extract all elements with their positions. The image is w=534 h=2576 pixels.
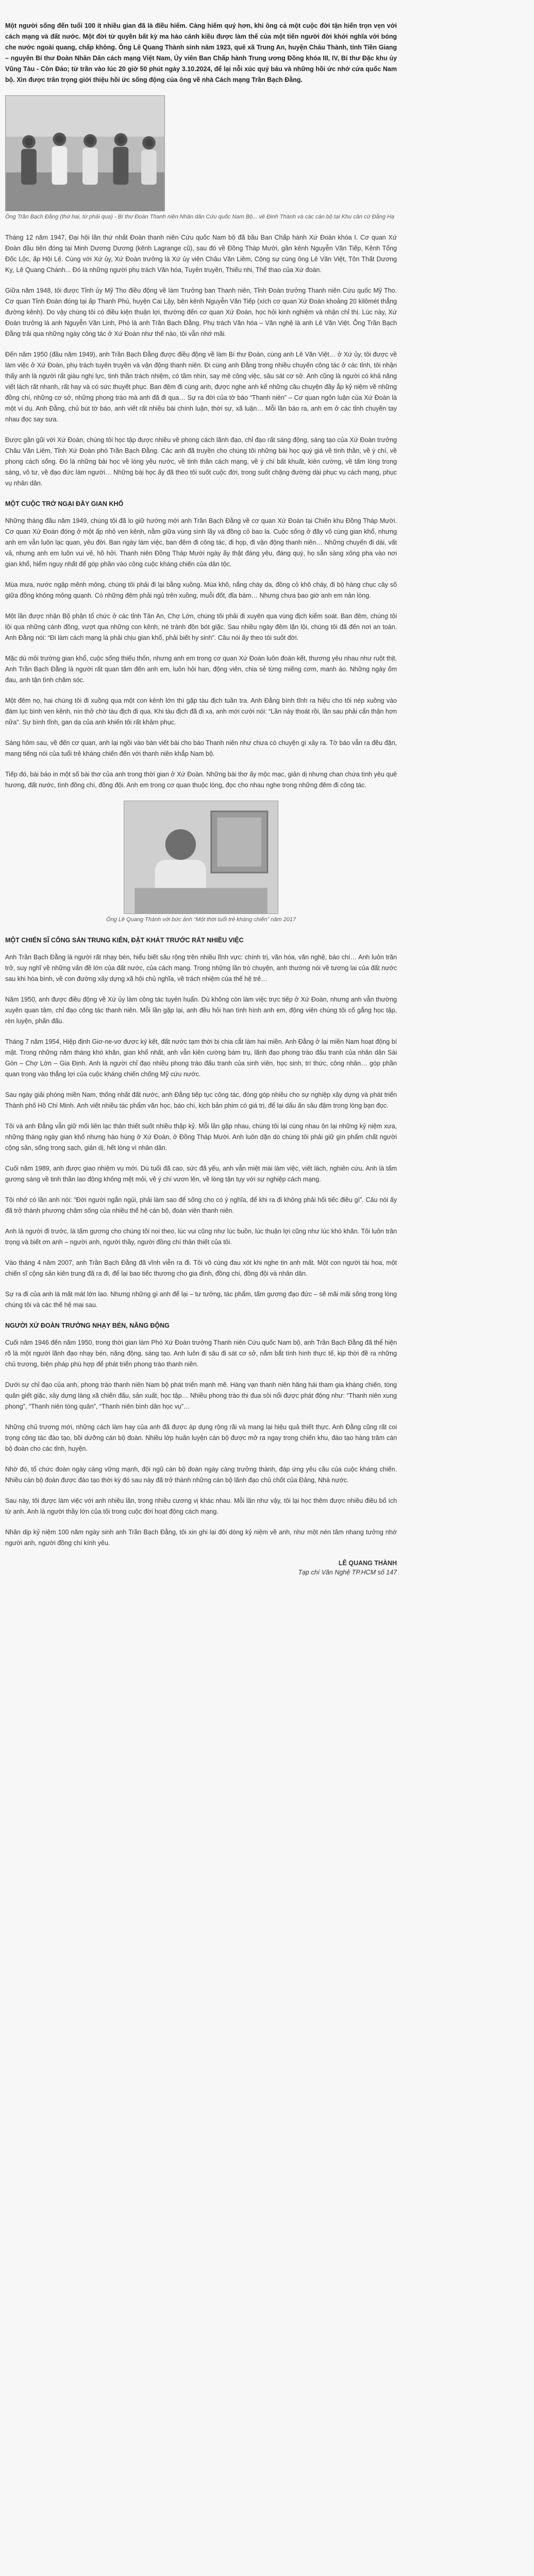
- paragraph: Mùa mưa, nước ngập mênh mông, chúng tôi phải đi lại bằng xuồng. Mùa khô, nắng cháy da, đồng cỏ khô cháy, đi bộ hàng chục cây số giữa đồng không mông quạnh. Có những đêm phải ngủ trên xuồng, muỗi đốt, đỉa bám… Nhưng chưa bao giờ anh em nản lòng.: [5, 581, 397, 599]
- paragraph: Dưới sự chỉ đạo của anh, phong trào thanh niên Nam bộ phát triển mạnh mẽ. Hàng vạn thanh niên hăng hái tham gia kháng chiến, tòng quân giết giặc, xây dựng làng xã chiến đấu, sản xuất, học tập… Nhiều phong trào thi đua sôi nổi được phát động như: “Thanh niên xung phong”, “Thanh niên tòng quân”, “Thanh niên bình dân học vụ”…: [5, 1381, 397, 1410]
- paragraph: Đến năm 1950 (đầu năm 1949), anh Trần Bạch Đằng được điều động về làm Bí thư Đoàn, cùng anh Lê Văn Việt… ở Xứ ủy, tôi được về làm việc ở Xứ Đoàn, phụ trách tuyên truyền và vận động thanh niên. Đi cùng anh Đằng trong nhiều chuyến công tác ở các tỉnh, tôi nhận thấy anh là người rất giàu nghị lực, tinh thần trách nhiệm, có tầm nhìn, say mê công việc, sâu sát cơ sở. Anh cũng là người có khả năng viết lách rất nhanh, rất hay và có sức thuyết phục. Ban đêm đi cùng anh, được nghe anh kể những câu chuyện đầy ắp kỷ niệm về những đồng chí, những cơ sở, những phong trào mà anh đã đi qua… Sự ra đời của tờ báo “Thanh niên” – Cơ quan ngôn luận của Xứ Đoàn là một ví dụ. Anh Đằng, chủ bút tờ báo, anh viết rất nhiều bài chính luận, thời sự, xã luận… Mỗi lần báo ra, anh em ở các tỉnh chuyền tay nhau đọc say sưa.: [5, 351, 397, 423]
- paragraph: Nhờ đó, tổ chức đoàn ngày càng vững mạnh, đội ngũ cán bộ đoàn ngày càng trưởng thành, đáp ứng yêu cầu của cuộc kháng chiến. Nhiều cán bộ đoàn được đào tạo thời kỳ đó sau này đã trở thành những cán bộ lãnh đạo chủ chốt của Đảng, Nhà nước.: [5, 1466, 397, 1484]
- paragraph: Tháng 7 năm 1954, Hiệp định Giơ-ne-vơ được ký kết, đất nước tạm thời bị chia cắt làm hai miền. Anh Đằng ở lại miền Nam hoạt động bí mật. Trong những năm tháng khó khăn, gian khổ nhất, anh vẫn kiên cường bám trụ, lãnh đạo phong trào đấu tranh của nhân dân Sài Gòn – Chợ Lớn – Gia Định. Anh là người chỉ đạo nhiều phong trào đấu tranh của sinh viên, học sinh, trí thức, công nhân… góp phần quan trọng vào thắng lợi của cuộc kháng chiến chống Mỹ cứu nước.: [5, 1038, 397, 1078]
- paragraph: Tôi nhớ có lần anh nói: “Đời người ngắn ngủi, phải làm sao để sống cho có ý nghĩa, để khi ra đi không phải hối tiếc điều gì”. Câu nói ấy đã trở thành phương châm sống của nhiều thế hệ cán bộ, đoàn viên thanh niên.: [5, 1196, 397, 1214]
- paragraph: Một đêm nọ, hai chúng tôi đi xuồng qua một con kênh lớn thì gặp tàu địch tuần tra. Anh Đằng bình tĩnh ra hiệu cho tôi nép xuồng vào đám lục bình ven kênh, nín thở chờ tàu địch đi qua. Khi tàu địch đã đi xa, anh mới cười nói: “Lần này thoát rồi, lần sau phải cẩn thận hơn nữa”. Sự bình tĩnh, gan dạ của anh khiến tôi rất khâm phục.: [5, 697, 397, 726]
- paragraph: Những tháng đầu năm 1949, chúng tôi đã lo giữ hướng mới anh Trần Bạch Đằng về cơ quan Xứ Đoàn tại Chiến khu Đồng Tháp Mười. Cơ quan Xứ Đoàn đóng ở một ấp nhỏ ven kênh, nằm giữa vùng sình lầy và đồng cỏ bao la. Cuộc sống ở đây vô cùng gian khổ, nhưng anh em vẫn luôn lạc quan, yêu đời. Ban ngày làm việc, ban đêm đi công tác, đi họp, đi vận động thanh niên… Những chuyến đi dài, vất vả, nhưng anh em luôn vui vẻ, hồ hởi. Thanh niên Đồng Tháp Mười ngày ấy thật đáng yêu, đáng quý, họ sẵn sàng xông pha vào nơi gian khổ, hiểm nguy nhất để góp phần vào công cuộc kháng chiến của dân tộc.: [5, 517, 397, 568]
- paragraph: Cuối năm 1989, anh được giao nhiệm vụ mới. Dù tuổi đã cao, sức đã yếu, anh vẫn miệt mài làm việc, viết lách, nghiên cứu. Anh là tấm gương sáng về tinh thần lao động không mệt mỏi, về ý chí vươn lên, về lòng tận tụy với sự nghiệp cách mạng.: [5, 1165, 397, 1183]
- paragraph: Tháng 12 năm 1947, Đại hội lần thứ nhất Đoàn thanh niên Cứu quốc Nam bộ đã bầu Ban Chấp hành Xứ Đoàn khóa I. Cơ quan Xứ Đoàn đầu tiên đóng tại Minh Dương Dương (kênh Lagrange cũ), sau đó về Đồng Tháp Mười, gần kênh Nguyễn Văn Tiếp, Kênh Tổng Đốc Lộc, ấp Hội Lệ. Cùng với Xứ ủy, Xứ Đoàn trưởng là Xứ ủy viên Châu Văn Liêm, Cộng sự cùng ông Lê Văn Việt, Tôn Thất Dương Kỵ, Lê Quang Chánh... Đó là những người phụ trách Văn hóa, Tuyên truyền, Thiếu nhi, Thể thao của Xứ đoàn.: [5, 234, 397, 274]
- paragraph: Vào tháng 4 năm 2007, anh Trần Bạch Đằng đã vĩnh viễn ra đi. Tôi vô cùng đau xót khi nghe tin anh mất. Một con người tài hoa, một chiến sĩ cộng sản kiên trung đã ra đi, để lại bao tiếc thương cho gia đình, đồng chí, đồng đội và nhân dân.: [5, 1259, 397, 1277]
- paragraph: Sự ra đi của anh là mất mát lớn lao. Nhưng những gì anh để lại – tư tưởng, tác phẩm, tấm gương đạo đức – sẽ mãi mãi sống trong lòng chúng tôi và các thế hệ mai sau.: [5, 1291, 397, 1309]
- paragraph: Cuối năm 1946 đến năm 1950, trong thời gian làm Phó Xứ Đoàn trưởng Thanh niên Cứu quốc Nam bộ, anh Trần Bạch Đằng đã thể hiện rõ là một người lãnh đạo nhạy bén, năng động, sáng tạo. Anh luôn đi sâu đi sát cơ sở, nắm bắt tình hình thực tế, kịp thời đề ra những chủ trương, biện pháp phù hợp để phát triển phong trào thanh niên.: [5, 1339, 397, 1368]
- historical-photo-1: [5, 95, 165, 211]
- section-part3: [5, 952, 397, 1311]
- article-body: [5, 21, 397, 1598]
- paragraph: Anh Trần Bạch Đằng là người rất nhạy bén, hiểu biết sâu rộng trên nhiều lĩnh vực: chính trị, văn hóa, văn nghệ, báo chí… Anh luôn trăn trở, suy nghĩ về những vấn đề lớn của đất nước, của cách mạng. Trong những lần trò chuyện, anh thường nói về tương lai của đất nước sau khi hòa bình, về con đường xây dựng xã hội chủ nghĩa, về trách nhiệm của thế hệ trẻ…: [5, 954, 397, 982]
- paragraph: Sau này, tôi được làm việc với anh nhiều lần, trong nhiều cương vị khác nhau. Mỗi lần như vậy, tôi lại học thêm được nhiều điều bổ ích từ anh. Anh là người thầy lớn của tôi trong cuộc đời hoạt động cách mạng.: [5, 1497, 397, 1515]
- photo-1-caption: Ông Trần Bạch Đằng (thứ hai, từ phải qua) - Bí thư Đoàn Thanh niên Nhân dân Cứu quốc Nam Bộ... vê Đinh Thành và các cán bộ tại Khu căn cứ Đằng Hạ: [5, 214, 394, 220]
- portrait-photo-image: [124, 801, 278, 913]
- article-lead: Một người sống đến tuổi 100 ít nhiều gian đã là điều hiếm. Càng hiếm quý hơn, khi ông cả một cuộc đời tận hiến trọn vẹn với cách mạng và đất nước. Một đời từ quyền bất kỳ ma hào cảnh kiều được làm thế của một tiến người đời khởi nghĩa với bóng che nước ngoài quang, chấp không. Ông Lê Quang Thành sinh năm 1923, quê xã Trung An, huyện Châu Thành, tỉnh Tiền Giang – nguyên Bí thư Đoàn Nhân Dân cách mạng Việt Nam, Ủy viên Ban Chấp hành Trung ương Đồng khóa III, IV, Bí thư Đặc khu ủy Vũng Tàu - Côn Đảo; từ trần vào lúc 20 giờ 50 phút ngày 3.10.2024, để lại nỗi xúc quý báu và những hồi ức nhớ cửa quốc Nam bộ. Xin được trân trọng giới thiệu hồi ức sống động của ông về nhà Cách mạng Trần Bạch Đằng.: [5, 22, 397, 83]
- paragraph: Tiếp đó, bài báo in một số bài thơ của anh trong thời gian ở Xứ Đoàn. Những bài thơ ấy mộc mạc, giản dị nhưng chan chứa tình yêu quê hương, đất nước, tình đồng chí, đồng đội. Anh em trong cơ quan thuộc lòng, đọc cho nhau nghe trong những đêm đi công tác.: [5, 771, 397, 789]
- section-heading-1: MỘT CUỘC TRỞ NGẠI ĐẦY GIAN KHỔ: [5, 500, 124, 507]
- section-part4: [5, 1337, 397, 1549]
- photo-block-1: [5, 95, 397, 221]
- paragraph: Năm 1950, anh được điều động về Xứ ủy làm công tác tuyên huấn. Dù không còn làm việc trực tiếp ở Xứ Đoàn, nhưng anh vẫn thường xuyên quan tâm, chỉ đạo công tác thanh niên. Mỗi lần gặp lại, anh đều hỏi han tình hình anh em, động viên chúng tôi cố gắng học tập, rèn luyện, phấn đấu.: [5, 996, 397, 1025]
- paragraph: Giữa năm 1948, tôi được Tỉnh ủy Mỹ Tho điều động về làm Trưởng ban Thanh niên, Tỉnh Đoàn trưởng Thanh niên Cứu quốc Mỹ Tho. Cơ quan Tỉnh Đoàn đóng tại ấp Thanh Phú, huyện Cai Lậy, bên kênh Nguyễn Văn Tiếp (xích cơ quan Xứ Đoàn khoảng 20 kilômét thẳng đường kênh). Do vậy chúng tôi có điều kiện thuận lợi, thường đến cơ quan Xứ Đoàn, học hỏi kinh nghiệm và nhận chỉ thị. Lúc này, Xứ Đoàn trưởng là anh Nguyễn Văn Linh, Phó là anh Trần Bạch Đằng. Phụ trách Văn hóa – Văn nghệ là anh Lê Văn Việt. Ông Trần Bạch Đằng trải qua những ngày công tác ở Xứ Đoàn như thế nào, tôi vẫn nhớ mãi.: [5, 287, 397, 337]
- group-photo-image: [6, 96, 164, 211]
- paragraph: Sáng hôm sau, về đến cơ quan, anh lại ngồi vào bàn viết bài cho báo Thanh niên như chưa có chuyện gì xảy ra. Tờ báo vẫn ra đều đặn, mang tiếng nói của tuổi trẻ kháng chiến đến với thanh niên khắp Nam bộ.: [5, 739, 397, 757]
- section-heading-2: MỘT CHIẾN SĨ CÔNG SẢN TRUNG KIÊN, ĐẶT KHÁT TRƯỚC RẤT NHIỀU VIỆC: [5, 937, 244, 944]
- section-part1: [5, 232, 397, 489]
- paragraph: Anh là người đi trước, là tấm gương cho chúng tôi noi theo, lúc vui cũng như lúc buồn, lúc thuận lợi cũng như lúc khó khăn. Tôi luôn trân trọng và biết ơn anh – người anh, người thầy, người đồng chí thân thiết của tôi.: [5, 1228, 397, 1246]
- section-heading-3: NGƯỜI XỨ ĐOÀN TRƯỞNG NHẠY BÉN, NĂNG ĐỘNG: [5, 1322, 170, 1329]
- paragraph: Những chủ trương mới, những cách làm hay của anh đã được áp dụng rộng rãi và mang lại hiệu quả thiết thực. Anh Đằng cũng rất coi trọng công tác đào tạo, bồi dưỡng cán bộ đoàn. Nhiều lớp huấn luyện cán bộ được mở ra ngay trong chiến khu, đào tạo hàng trăm cán bộ đoàn cho các tỉnh, huyện.: [5, 1423, 397, 1452]
- paragraph: Mặc dù môi trường gian khổ, cuộc sống thiếu thốn, nhưng anh em trong cơ quan Xứ Đoàn luôn đoàn kết, thương yêu nhau như ruột thịt. Anh Trần Bạch Đằng là người rất quan tâm đến anh em, luôn hỏi han, động viên, chia sẻ từng miếng cơm, manh áo. Những ngày ốm đau, anh tận tình chăm sóc.: [5, 655, 397, 684]
- paragraph: Được gần gũi với Xứ Đoàn, chúng tôi học tập được nhiều về phong cách lãnh đạo, chỉ đạo rất sáng động, sáng tạo của Xứ Đoàn trưởng Châu Văn Liêm, Tỉnh Xứ Đoàn phó Trần Bạch Đằng. Các anh đã truyền cho chúng tôi những bài học quý giá về tình thần, về ý chí, về phong cách sống. Đó là những bài học về lòng yêu nước, về tinh thần cách mạng, về ý chí bất khuất, kiên cường, về tấm lòng trong sáng, vô tư, về đạo đức làm người… Những bài học ấy đã theo tôi suốt cuộc đời, trong suốt chặng đường dài phục vụ cách mạng, phục vụ nhân dân.: [5, 436, 397, 487]
- photo-block-2: [5, 801, 397, 924]
- photo-2-caption: Ông Lê Quang Thành với bức ảnh “Một thời tuổi trẻ kháng chiến” năm 2017: [106, 917, 296, 923]
- paragraph: Một lần được nhận Bộ phận tổ chức ở các tỉnh Tân An, Chợ Lớn, chúng tôi phải đi xuyên qua vùng địch kiểm soát. Ban đêm, chúng tôi lội qua những cánh đồng, vượt qua những con kênh, né tránh đồn bót giặc. Sau nhiều ngày đêm lặn lội, chúng tôi đã đến nơi an toàn. Anh Đằng nói: “Đi làm cách mạng là phải chịu gian khổ, phải biết hy sinh”. Câu nói ấy theo tôi suốt đời.: [5, 613, 397, 641]
- author-source: Tạp chí Văn Nghệ TP.HCM số 147: [298, 1569, 397, 1576]
- paragraph: Tôi và anh Đằng vẫn giữ mối liên lạc thân thiết suốt nhiều thập kỷ. Mỗi lần gặp nhau, chúng tôi lại cùng nhau ôn lại những kỷ niệm xưa, những tháng ngày gian khổ nhưng hào hùng ở Xứ Đoàn, ở Đồng Tháp Mười. Anh luôn dặn dò chúng tôi phải giữ gìn phẩm chất người cộng sản, sống trong sạch, giản dị, hết lòng vì nhân dân.: [5, 1123, 397, 1151]
- historical-photo-2: [124, 801, 278, 914]
- paragraph: Nhân dịp kỷ niệm 100 năm ngày sinh anh Trần Bạch Đằng, tôi xin ghi lại đôi dòng kỷ niệm về anh, như một nén tâm nhang tưởng nhớ người anh, người đồng chí kính yêu.: [5, 1529, 397, 1547]
- section-part2: [5, 516, 397, 791]
- paragraph: Sau ngày giải phóng miền Nam, thống nhất đất nước, anh Đằng tiếp tục công tác, đóng góp nhiều cho sự nghiệp xây dựng và phát triển Thành phố Hồ Chí Minh. Anh viết nhiều tác phẩm văn học, báo chí, kịch bản phim có giá trị, để lại dấu ấn sâu đậm trong lòng bạn đọc.: [5, 1091, 397, 1109]
- author-name: LÊ QUANG THÀNH: [338, 1560, 397, 1567]
- author-signature: [5, 1558, 397, 1577]
